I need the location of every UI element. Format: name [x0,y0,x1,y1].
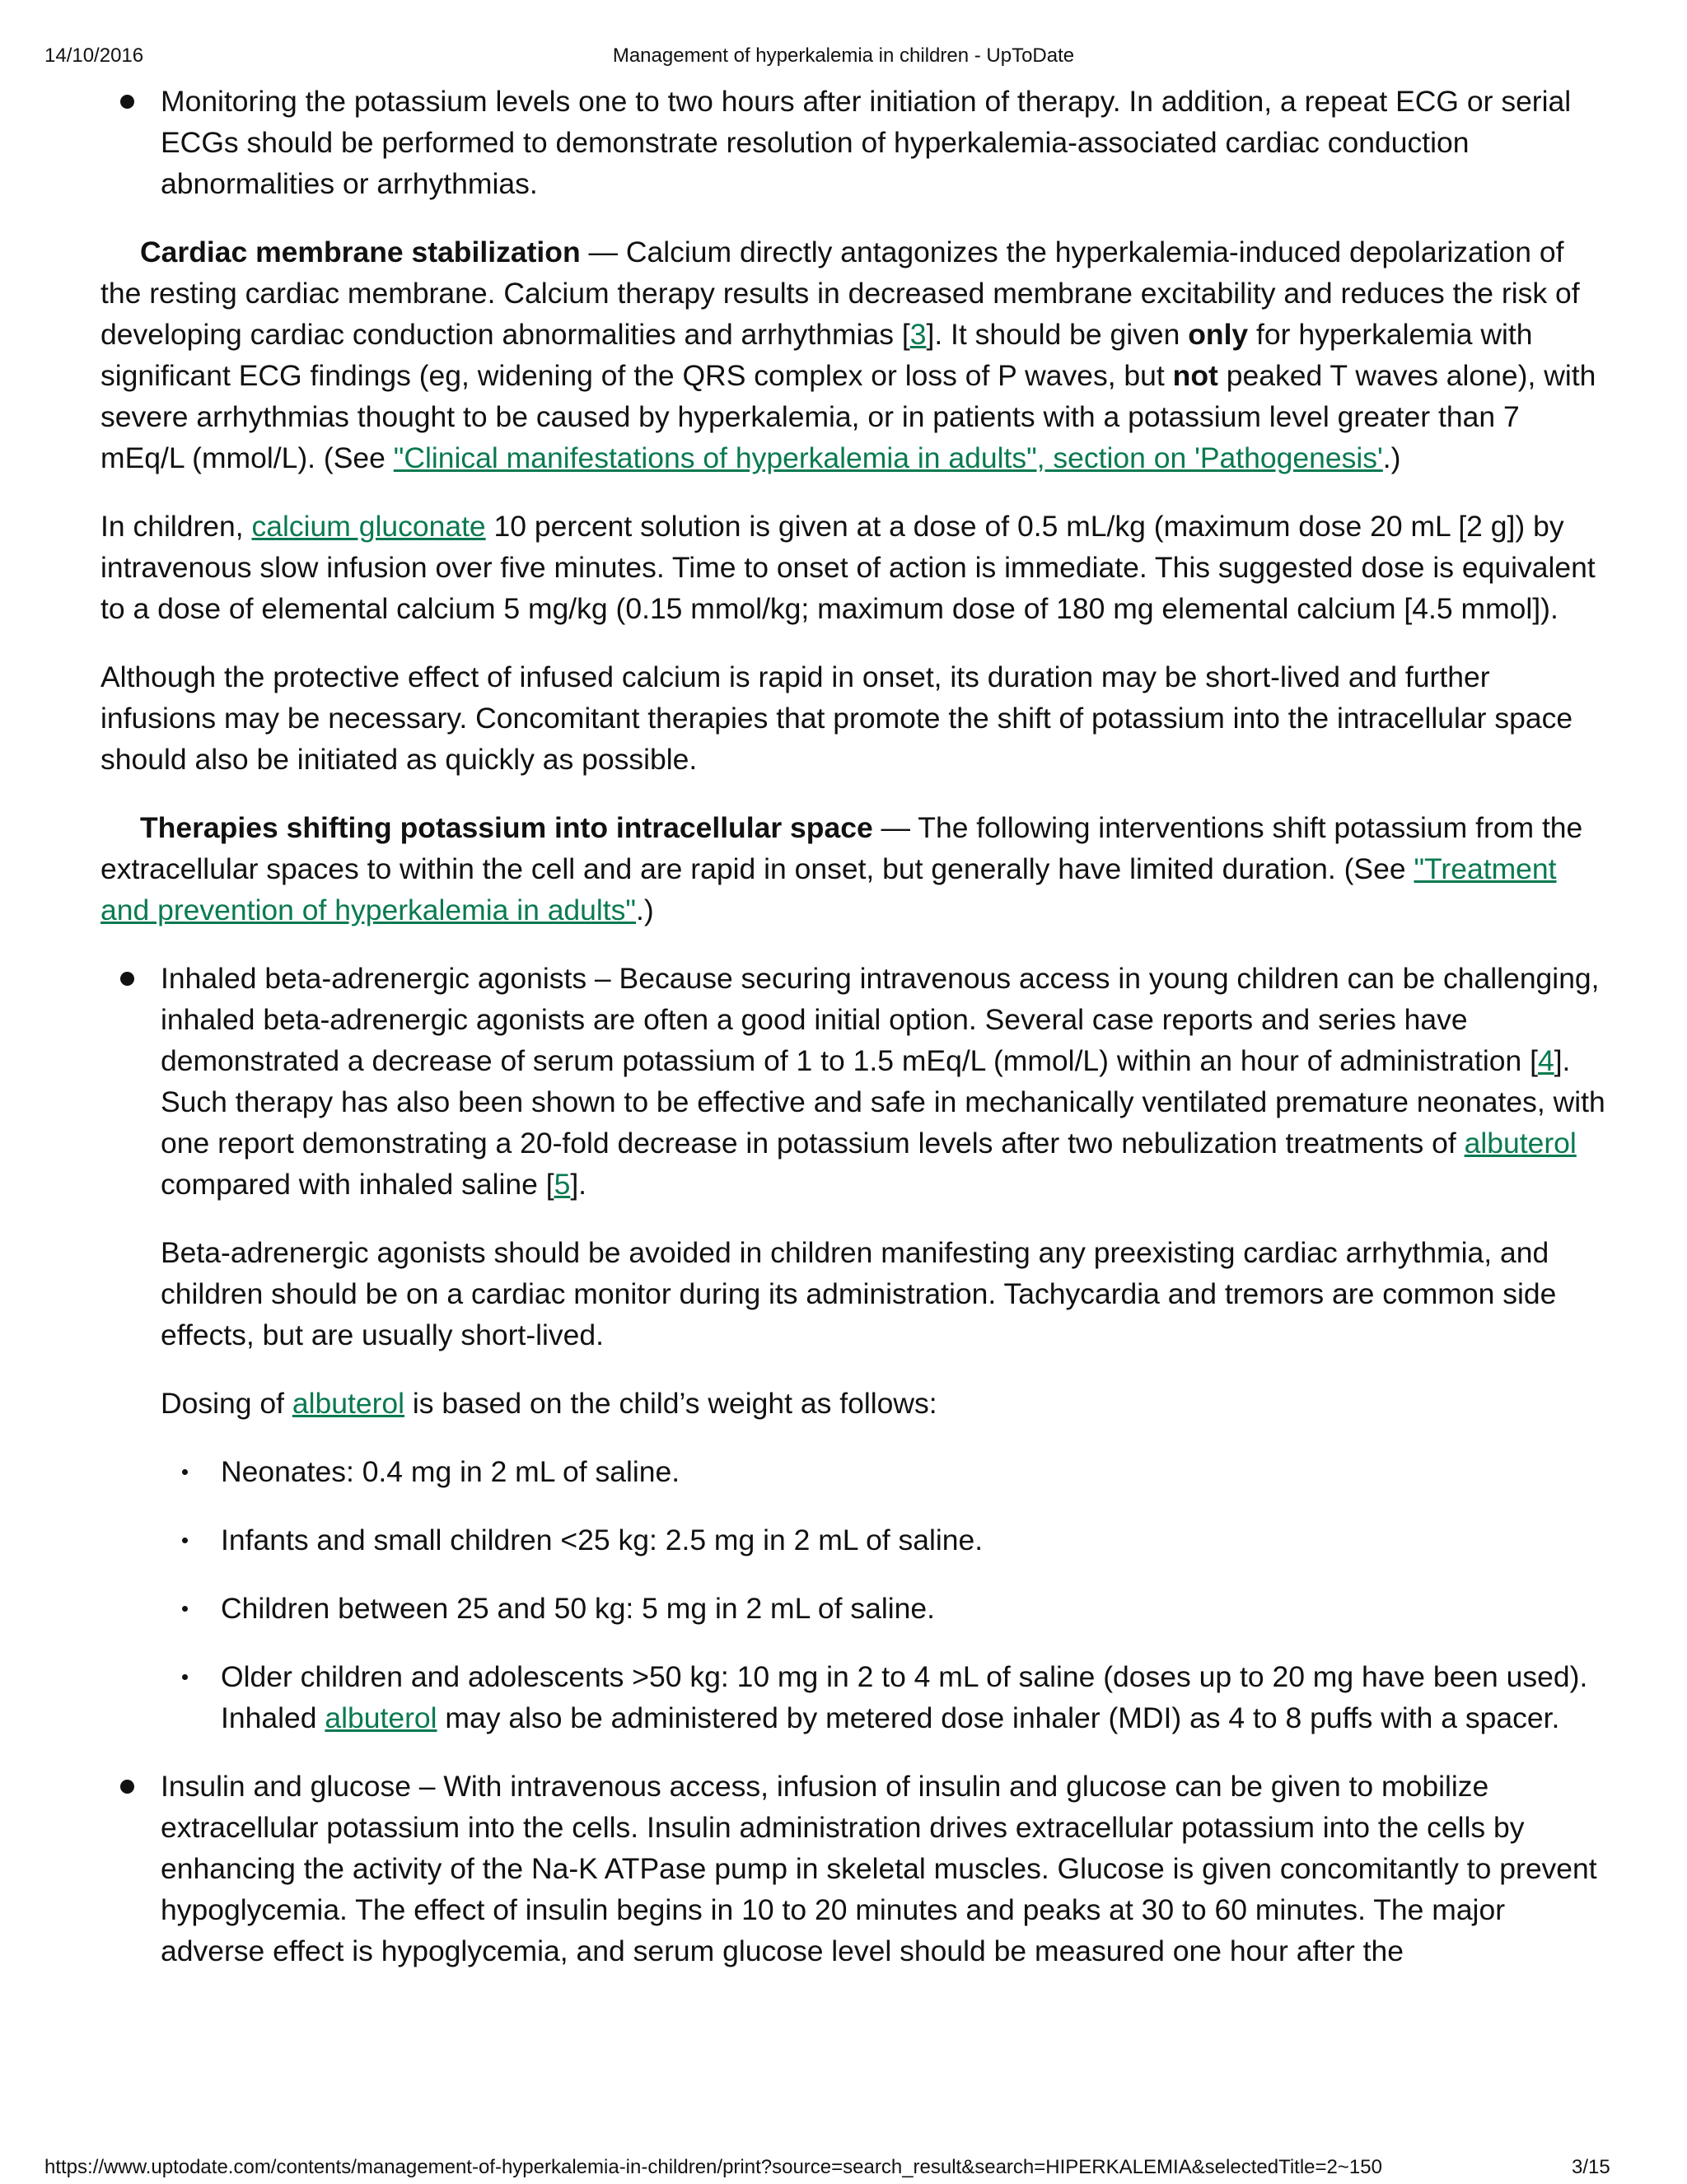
dose-text: Infants and small children <25 kg: 2.5 mg in 2 mL of saline. [221,1524,984,1556]
bullet-dot [120,95,134,109]
text-span: for hyperkalemia with significant ECG findings (eg, widening of the QRS complex or loss of P waves, but [100,318,1533,392]
cardiac-membrane-paragraph [100,231,1608,478]
dose-neonates [100,1451,1608,1492]
albuterol-link[interactable]: albuterol [292,1387,405,1420]
sub-bullet-dot [182,1674,188,1680]
reference-4-link[interactable]: 4 [1537,1044,1554,1077]
text-span: — Calcium directly antagonizes the hyperkalemia-induced depolarization of the resting cardiac membrane. Calcium therapy results in decreased membrane excitability and reduces the risk of developing cardiac conduction abnormalities and arrhythmias [ [100,236,1580,351]
only-emphasis: only [1188,318,1249,351]
page-title: Management of hyperkalemia in children - UpToDate [612,44,1075,67]
dose-text: Children between 25 and 50 kg: 5 mg in 2 mL of saline. [221,1592,935,1625]
insulin-text: Insulin and glucose – With intravenous access, infusion of insulin and glucose can be given to mobilize extracellular potassium into the cells. Insulin administration drives extracellular potassium into the cells by enhancing the activity of the Na-K ATPase pump in skeletal muscles. Glucose is given concomitantly to prevent hypoglycemia. The effect of insulin begins in 10 to 20 minutes and peaks at 30 to 60 minutes. The major adverse effect is hypoglycemia, and serum glucose level should be measured one hour after the [161,1770,1597,1967]
beta-avoid-paragraph: Beta-adrenergic agonists should be avoided in children manifesting any preexisting cardiac arrhythmia, and children should be on a cardiac monitor during its administration. Tachycardia and tremors are common side effects, but are usually short-lived. [161,1236,1557,1351]
text-span: peaked T waves alone), with severe arrhythmias thought to be caused by hyperkalemia, or in patients with a potassium level greater than 7 mEq/L (mmol/L). (See [100,359,1596,474]
text-span: Inhaled beta-adrenergic agonists – Because securing intravenous access in young children can be challenging, inhaled beta-adrenergic agonists are often a good initial option. Several case reports and series have demonstrated a decrease of serum potassium of 1 to 1.5 mEq/L (mmol/L) within an hour of administration [ [161,962,1600,1077]
bullet-dot [120,972,134,986]
cardiac-heading: Cardiac membrane stabilization [140,236,581,268]
page-number: 3/15 [1572,2156,1610,2178]
print-date: 14/10/2016 [44,44,144,67]
shift-heading: Therapies shifting potassium into intracellular space [140,811,873,844]
monitoring-bullet [100,81,1608,204]
beta-agonist-bullet [100,958,1608,1205]
dose-text: Neonates: 0.4 mg in 2 mL of saline. [221,1455,680,1488]
sub-bullet-dot [182,1606,188,1612]
albuterol-link[interactable]: albuterol [325,1701,437,1734]
article-body [100,81,1608,1999]
dose-children [100,1588,1608,1629]
bullet-dot [120,1780,134,1794]
text-span: is based on the child’s weight as follows: [404,1387,937,1420]
reference-5-link[interactable]: 5 [554,1168,571,1201]
calcium-gluconate-link[interactable]: calcium gluconate [251,510,486,543]
protective-effect-paragraph: Although the protective effect of infused calcium is rapid in onset, its duration may be short-lived and further infusions may be necessary. Concomitant therapies that promote the shift of potassium into the intracellular space should also be initiated as quickly as possible. [100,660,1573,776]
albuterol-link[interactable]: albuterol [1464,1127,1577,1160]
dose-older [100,1656,1608,1738]
sub-bullet-dot [182,1469,188,1475]
clinical-manifestations-link[interactable]: "Clinical manifestations of hyperkalemia in adults", section on 'Pathogenesis' [393,441,1383,474]
print-header [0,40,1687,72]
text-span: — The following interventions shift potassium from the extracellular spaces to within the cell and are rapid in onset, but generally have limited duration. (See [100,811,1583,885]
dose-text: may also be administered by metered dose inhaler (MDI) as 4 to 8 puffs with a spacer. [437,1701,1560,1734]
print-footer [0,2151,1687,2184]
text-span: 10 percent solution is given at a dose of 0.5 mL/kg (maximum dose 20 mL [2 g]) by intravenous slow infusion over five minutes. Time to onset of action is immediate. This suggested dose is equivalent to a dose of elemental calcium 5 mg/kg (0.15 mmol/kg; maximum dose of 180 mg elemental calcium [4.5 mmol]). [100,510,1596,625]
text-span: ]. [570,1168,587,1201]
text-span: .) [636,894,654,926]
text-span: compared with inhaled saline [ [161,1168,554,1201]
dosing-paragraph [100,1383,1608,1424]
dose-infants [100,1519,1608,1561]
shift-therapies-paragraph [100,807,1608,931]
text-span: Dosing of [161,1387,292,1420]
treatment-prevention-link[interactable]: "Treatment and prevention of hyperkalemia in adults" [100,852,1557,926]
text-span: ]. It should be given [926,318,1189,351]
dose-text: Older children and adolescents >50 kg: 10 mg in 2 to 4 mL of saline (doses up to 20 mg have been used). Inhaled [221,1660,1588,1734]
calcium-gluconate-paragraph [100,506,1608,629]
text-span: ]. Such therapy has also been shown to be effective and safe in mechanically ventilated premature neonates, with one report demonstrating a 20-fold decrease in potassium levels after two nebulization treatments of [161,1044,1605,1160]
monitoring-text: Monitoring the potassium levels one to two hours after initiation of therapy. In addition, a repeat ECG or serial ECGs should be performed to demonstrate resolution of hyperkalemia-associated cardiac conduction abnormalities or arrhythmias. [161,85,1572,200]
insulin-glucose-bullet [100,1766,1608,1972]
reference-3-link[interactable]: 3 [909,318,927,351]
sub-bullet-dot [182,1538,188,1543]
source-url: https://www.uptodate.com/contents/management-of-hyperkalemia-in-children/print?source=search_result&search=HIPERKALEMIA&selectedTitle=2~150 [44,2156,1382,2178]
text-span: .) [1382,441,1401,474]
text-span: In children, [100,510,252,543]
not-emphasis: not [1172,359,1218,392]
